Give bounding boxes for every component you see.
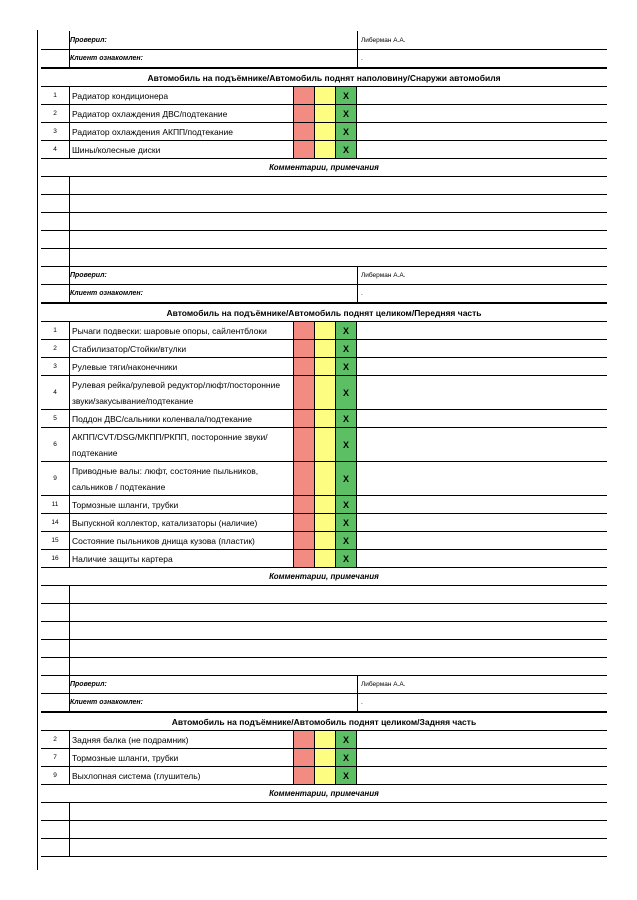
status-ok-cell[interactable]: X (335, 496, 356, 513)
item-label: Состояние пыльников днища кузова (пластик) (72, 535, 255, 546)
item-label: Рычаги подвески: шаровые опоры, сайлентблоки (72, 325, 267, 336)
check-item (41, 358, 607, 376)
comment-line[interactable] (41, 640, 607, 658)
item-number: 3 (41, 123, 70, 140)
status-bad-cell[interactable] (293, 376, 314, 409)
status-bad-cell[interactable] (293, 496, 314, 513)
comments-heading: Комментарии, примечания (41, 785, 607, 803)
status-ok-cell[interactable]: X (335, 141, 356, 158)
item-label: Радиатор охлаждения ДВС/подтекание (72, 108, 228, 119)
checked-row (41, 31, 607, 50)
status-warn-cell[interactable] (314, 358, 335, 375)
status-bad-cell[interactable] (293, 322, 314, 339)
item-number: 6 (41, 428, 70, 461)
item-label: Поддон ДВС/сальники коленвала/подтекание (72, 413, 252, 424)
status-warn-cell[interactable] (314, 428, 335, 461)
page-left-border (37, 30, 38, 870)
client-row (41, 50, 607, 68)
check-item (41, 322, 607, 340)
section-title: Автомобиль на подъёмнике/Автомобиль поднят целиком/Задняя часть (41, 712, 607, 731)
check-item (41, 496, 607, 514)
status-bad-cell[interactable] (293, 141, 314, 158)
status-bad-cell[interactable] (293, 340, 314, 357)
item-number: 1 (41, 322, 70, 339)
status-ok-cell[interactable]: X (335, 410, 356, 427)
comment-line[interactable] (41, 821, 607, 839)
status-warn-cell[interactable] (314, 340, 335, 357)
status-bad-cell[interactable] (293, 749, 314, 766)
status-warn-cell[interactable] (314, 514, 335, 531)
comment-line[interactable] (41, 231, 607, 249)
comment-line[interactable] (41, 195, 607, 213)
item-number: 3 (41, 358, 70, 375)
check-item (41, 428, 607, 462)
check-item (41, 532, 607, 550)
client-row (41, 285, 607, 303)
inspection-sheet (41, 31, 607, 857)
item-label: Наличие защиты картера (72, 553, 173, 564)
status-warn-cell[interactable] (314, 410, 335, 427)
item-label: Радиатор охлаждения АКПП/подтекание (72, 126, 233, 137)
check-item (41, 550, 607, 568)
client-label: Клиент ознакомлен: (70, 55, 143, 62)
item-label: АКПП/CVT/DSG/МКПП/РКПП, посторонние звуки/ подтекание (72, 431, 268, 458)
status-warn-cell[interactable] (314, 749, 335, 766)
status-bad-cell[interactable] (293, 428, 314, 461)
status-bad-cell[interactable] (293, 105, 314, 122)
item-number: 2 (41, 731, 70, 748)
status-ok-cell[interactable]: X (335, 731, 356, 748)
status-ok-cell[interactable]: X (335, 358, 356, 375)
status-ok-cell[interactable]: X (335, 428, 356, 461)
check-item (41, 410, 607, 428)
item-number: 14 (41, 514, 70, 531)
status-ok-cell[interactable]: X (335, 532, 356, 549)
checked-row (41, 267, 607, 285)
status-bad-cell[interactable] (293, 87, 314, 104)
checked-label: Проверил: (70, 36, 107, 44)
status-bad-cell[interactable] (293, 123, 314, 140)
comment-line[interactable] (41, 658, 607, 676)
status-ok-cell[interactable]: X (335, 105, 356, 122)
status-warn-cell[interactable] (314, 105, 335, 122)
checker-name: Либерман А.А. (357, 31, 406, 49)
check-item (41, 749, 607, 767)
status-bad-cell[interactable] (293, 462, 314, 495)
status-warn-cell[interactable] (314, 123, 335, 140)
item-number: 4 (41, 141, 70, 158)
status-warn-cell[interactable] (314, 496, 335, 513)
item-number: 9 (41, 767, 70, 784)
item-number: 5 (41, 410, 70, 427)
check-item (41, 87, 607, 105)
check-item (41, 141, 607, 159)
section-title: Автомобиль на подъёмнике/Автомобиль поднят наполовину/Снаружи автомобиля (41, 68, 607, 87)
status-ok-cell[interactable]: X (335, 767, 356, 784)
comment-line[interactable] (41, 213, 607, 231)
checker-name: Либерман А.А. (357, 267, 406, 284)
item-label: Выхлопная система (глушитель) (72, 770, 201, 781)
item-number: 1 (41, 87, 70, 104)
comment-line[interactable] (41, 803, 607, 821)
status-warn-cell[interactable] (314, 731, 335, 748)
item-number: 9 (41, 462, 70, 495)
item-label: Шины/колесные диски (72, 144, 161, 155)
item-number: 16 (41, 550, 70, 567)
checker-name: Либерман А.А. (357, 676, 406, 693)
client-value: . (357, 285, 363, 302)
comment-line[interactable] (41, 604, 607, 622)
comment-line[interactable] (41, 839, 607, 857)
section-title: Автомобиль на подъёмнике/Автомобиль поднят целиком/Передняя часть (41, 303, 607, 322)
status-warn-cell[interactable] (314, 532, 335, 549)
checked-label: Проверил: (70, 272, 107, 279)
status-ok-cell[interactable]: X (335, 340, 356, 357)
check-item (41, 731, 607, 749)
status-warn-cell[interactable] (314, 87, 335, 104)
client-value: . (357, 694, 363, 711)
item-number: 4 (41, 376, 70, 409)
client-label: Клиент ознакомлен: (70, 290, 143, 297)
item-label: Приводные валы: люфт, состояние пыльников, сальников / подтекание (72, 465, 259, 492)
item-label: Выпускной коллектор, катализаторы (наличие) (72, 517, 258, 528)
item-label: Рулевая рейка/рулевой редуктор/люфт/посторонние звуки/закусывание/подтекание (72, 379, 281, 406)
check-item (41, 340, 607, 358)
check-item (41, 123, 607, 141)
status-bad-cell[interactable] (293, 532, 314, 549)
item-label: Рулевые тяги/наконечники (72, 361, 178, 372)
client-value: . (357, 50, 363, 67)
status-ok-cell[interactable]: X (335, 123, 356, 140)
status-warn-cell[interactable] (314, 462, 335, 495)
status-warn-cell[interactable] (314, 550, 335, 567)
comment-line[interactable] (41, 586, 607, 604)
check-item (41, 462, 607, 496)
status-bad-cell[interactable] (293, 410, 314, 427)
status-bad-cell[interactable] (293, 731, 314, 748)
check-item (41, 376, 607, 410)
comment-line[interactable] (41, 177, 607, 195)
status-ok-cell[interactable]: X (335, 376, 356, 409)
status-ok-cell[interactable]: X (335, 514, 356, 531)
status-ok-cell[interactable]: X (335, 322, 356, 339)
check-item (41, 514, 607, 532)
item-label: Задняя балка (не подрамник) (72, 734, 189, 745)
status-ok-cell[interactable]: X (335, 550, 356, 567)
item-label: Тормозные шланги, трубки (72, 499, 179, 510)
item-label: Радиатор кондиционера (72, 90, 169, 101)
check-item (41, 767, 607, 785)
client-row (41, 694, 607, 712)
comments-heading: Комментарии, примечания (41, 568, 607, 586)
item-number: 2 (41, 105, 70, 122)
status-bad-cell[interactable] (293, 767, 314, 784)
checked-label: Проверил: (70, 681, 107, 688)
status-warn-cell[interactable] (314, 141, 335, 158)
status-warn-cell[interactable] (314, 376, 335, 409)
item-label: Тормозные шланги, трубки (72, 752, 179, 763)
client-label: Клиент ознакомлен: (70, 699, 143, 706)
status-ok-cell[interactable]: X (335, 87, 356, 104)
status-bad-cell[interactable] (293, 514, 314, 531)
status-ok-cell[interactable]: X (335, 749, 356, 766)
comment-line[interactable] (41, 249, 607, 267)
comment-line[interactable] (41, 622, 607, 640)
status-bad-cell[interactable] (293, 550, 314, 567)
item-label: Стабилизатор/Стойки/втулки (72, 343, 187, 354)
status-warn-cell[interactable] (314, 767, 335, 784)
comments-heading: Комментарии, примечания (41, 159, 607, 177)
item-number: 15 (41, 532, 70, 549)
status-ok-cell[interactable]: X (335, 462, 356, 495)
status-bad-cell[interactable] (293, 358, 314, 375)
item-number: 2 (41, 340, 70, 357)
item-number: 11 (41, 496, 70, 513)
checked-row (41, 676, 607, 694)
item-number: 7 (41, 749, 70, 766)
status-warn-cell[interactable] (314, 322, 335, 339)
check-item (41, 105, 607, 123)
